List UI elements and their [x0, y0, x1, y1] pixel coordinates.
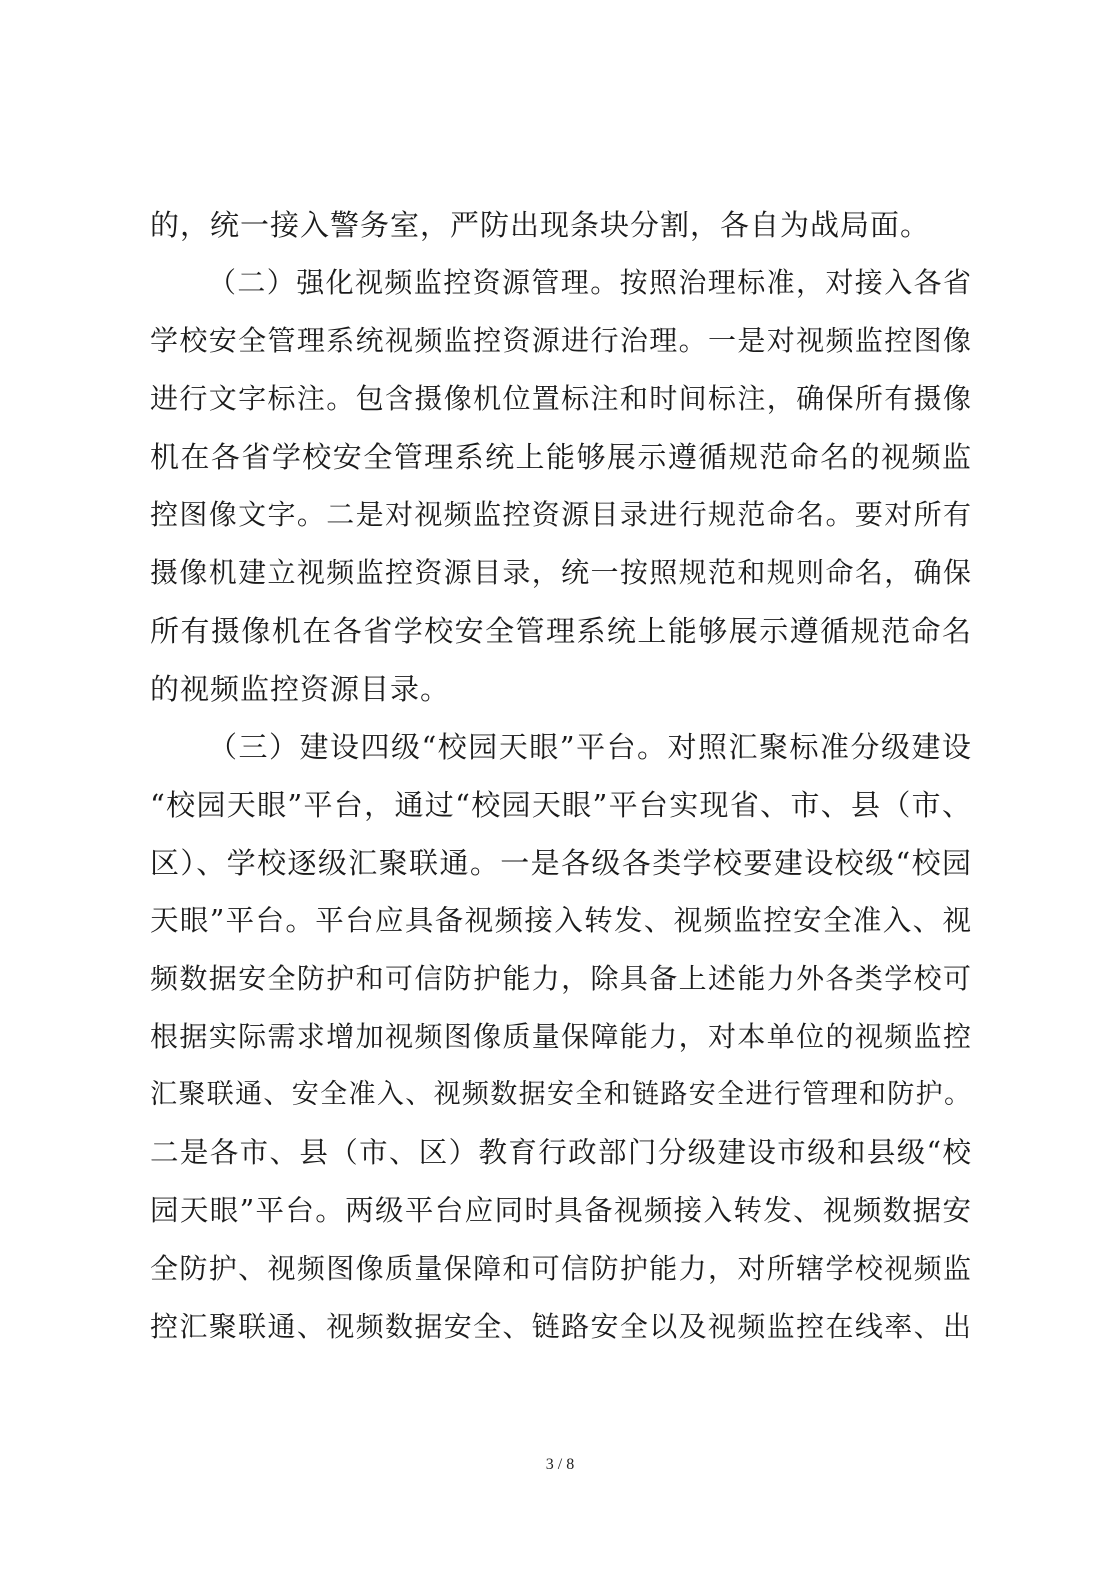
text-line: “校园天眼”平台，通过“校园天眼”平台实现省、市、县（市、	[150, 788, 972, 822]
text-line: 进行文字标注。包含摄像机位置标注和时间标注，确保所有摄像	[150, 382, 972, 415]
text-line: 摄像机建立视频监控资源目录，统一按照规范和规则命名，确保	[150, 556, 972, 589]
text-line: 控汇聚联通、视频数据安全、链路安全以及视频监控在线率、出	[150, 1310, 972, 1343]
text-line: 的，统一接入警务室，严防出现条块分割，各自为战局面。	[150, 208, 931, 242]
text-line: （二）强化视频监控资源管理。按照治理标准，对接入各省	[208, 266, 972, 299]
text-line: 全防护、视频图像质量保障和可信防护能力，对所辖学校视频监	[150, 1252, 972, 1285]
text-line: 园天眼”平台。两级平台应同时具备视频接入转发、视频数据安	[150, 1194, 972, 1227]
text-line: 频数据安全防护和可信防护能力，除具备上述能力外各类学校可	[150, 962, 972, 995]
page-number: 3 / 8	[545, 1456, 575, 1473]
text-line: 控图像文字。二是对视频监控资源目录进行规范命名。要对所有	[150, 498, 972, 531]
text-line: 区）、学校逐级汇聚联通。一是各级各类学校要建设校级“校园	[150, 846, 972, 880]
text-line: 汇聚联通、安全准入、视频数据安全和链路安全进行管理和防护。	[150, 1079, 972, 1110]
text-line: 学校安全管理系统视频监控资源进行治理。一是对视频监控图像	[150, 324, 972, 357]
text-line: 天眼”平台。平台应具备视频接入转发、视频监控安全准入、视	[150, 904, 972, 937]
text-line: 所有摄像机在各省学校安全管理系统上能够展示遵循规范命名	[150, 614, 972, 648]
text-line: 的视频监控资源目录。	[150, 672, 451, 706]
text-line: （三）建设四级“校园天眼”平台。对照汇聚标准分级建设	[208, 730, 972, 764]
body-text	[150, 196, 972, 1356]
text-line: 二是各市、县（市、区）教育行政部门分级建设市级和县级“校	[150, 1136, 972, 1169]
text-line: 机在各省学校安全管理系统上能够展示遵循规范命名的视频监	[150, 440, 972, 474]
text-line: 根据实际需求增加视频图像质量保障能力，对本单位的视频监控	[150, 1020, 972, 1053]
